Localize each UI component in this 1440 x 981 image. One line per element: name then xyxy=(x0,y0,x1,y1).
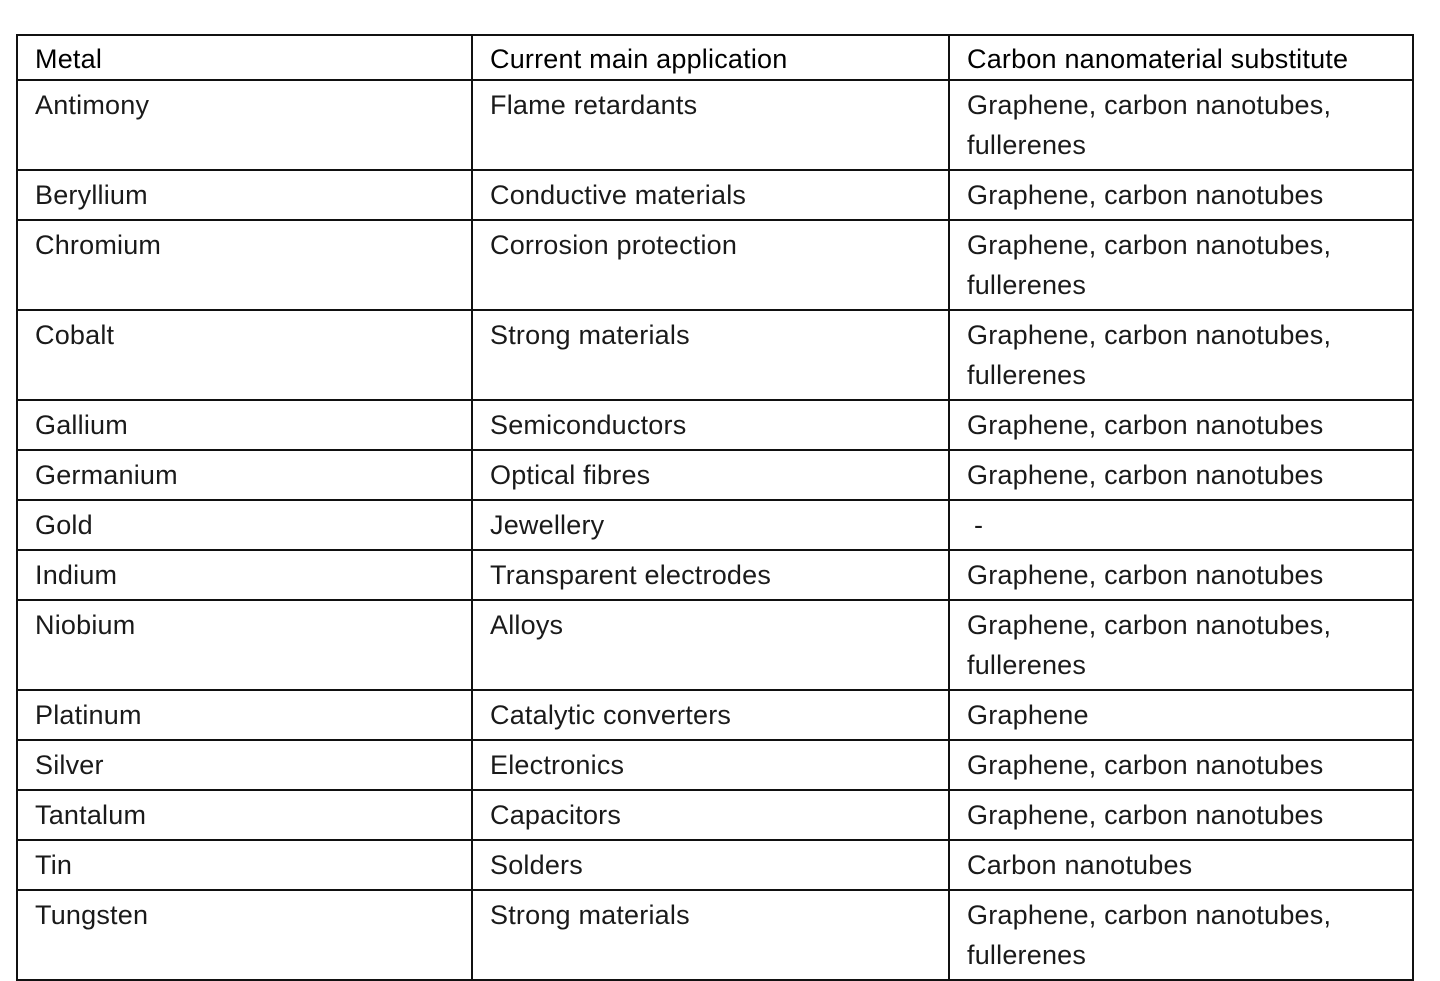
application-cell: Strong materials xyxy=(472,890,949,980)
application-cell: Conductive materials xyxy=(472,170,949,220)
table-row xyxy=(17,890,1413,980)
application-cell: Flame retardants xyxy=(472,80,949,170)
metal-cell: Beryllium xyxy=(17,170,472,220)
metal-cell: Niobium xyxy=(17,600,472,690)
substitute-cell: Graphene, carbon nanotubes, fullerenes xyxy=(949,80,1413,170)
table-row xyxy=(17,550,1413,600)
substitute-cell: Carbon nanotubes xyxy=(949,840,1413,890)
table-row xyxy=(17,740,1413,790)
application-cell: Catalytic converters xyxy=(472,690,949,740)
metal-cell: Chromium xyxy=(17,220,472,310)
metal-cell: Indium xyxy=(17,550,472,600)
metal-cell: Gold xyxy=(17,500,472,550)
metal-cell: Germanium xyxy=(17,450,472,500)
application-cell: Alloys xyxy=(472,600,949,690)
table-row xyxy=(17,840,1413,890)
metal-cell: Cobalt xyxy=(17,310,472,400)
substitute-cell: Graphene, carbon nanotubes xyxy=(949,550,1413,600)
header-current-main-application: Current main application xyxy=(472,35,949,80)
substitute-cell: Graphene, carbon nanotubes, fullerenes xyxy=(949,890,1413,980)
substitute-cell: Graphene, carbon nanotubes, fullerenes xyxy=(949,220,1413,310)
metal-cell: Tin xyxy=(17,840,472,890)
header-carbon-nanomaterial-substitute: Carbon nanomaterial substitute xyxy=(949,35,1413,80)
application-cell: Corrosion protection xyxy=(472,220,949,310)
application-cell: Transparent electrodes xyxy=(472,550,949,600)
substitute-cell: - xyxy=(949,500,1413,550)
metal-cell: Antimony xyxy=(17,80,472,170)
application-cell: Strong materials xyxy=(472,310,949,400)
substitute-cell: Graphene, carbon nanotubes, fullerenes xyxy=(949,600,1413,690)
application-cell: Optical fibres xyxy=(472,450,949,500)
substitute-cell: Graphene, carbon nanotubes, fullerenes xyxy=(949,310,1413,400)
table-row xyxy=(17,220,1413,310)
table-row xyxy=(17,450,1413,500)
table-row xyxy=(17,790,1413,840)
table-row xyxy=(17,310,1413,400)
application-cell: Semiconductors xyxy=(472,400,949,450)
table-header-row xyxy=(17,35,1413,80)
substitute-cell: Graphene, carbon nanotubes xyxy=(949,740,1413,790)
metal-cell: Tungsten xyxy=(17,890,472,980)
substitute-cell: Graphene xyxy=(949,690,1413,740)
table-row xyxy=(17,690,1413,740)
table-row xyxy=(17,400,1413,450)
table-row xyxy=(17,80,1413,170)
table-row xyxy=(17,500,1413,550)
application-cell: Jewellery xyxy=(472,500,949,550)
metal-substitutes-table xyxy=(16,34,1414,981)
substitute-cell: Graphene, carbon nanotubes xyxy=(949,400,1413,450)
metal-cell: Gallium xyxy=(17,400,472,450)
application-cell: Capacitors xyxy=(472,790,949,840)
substitute-cell: Graphene, carbon nanotubes xyxy=(949,790,1413,840)
table-row xyxy=(17,170,1413,220)
metal-cell: Platinum xyxy=(17,690,472,740)
header-metal: Metal xyxy=(17,35,472,80)
application-cell: Electronics xyxy=(472,740,949,790)
metal-cell: Tantalum xyxy=(17,790,472,840)
substitute-cell: Graphene, carbon nanotubes xyxy=(949,170,1413,220)
metal-cell: Silver xyxy=(17,740,472,790)
table-row xyxy=(17,600,1413,690)
application-cell: Solders xyxy=(472,840,949,890)
substitute-cell: Graphene, carbon nanotubes xyxy=(949,450,1413,500)
